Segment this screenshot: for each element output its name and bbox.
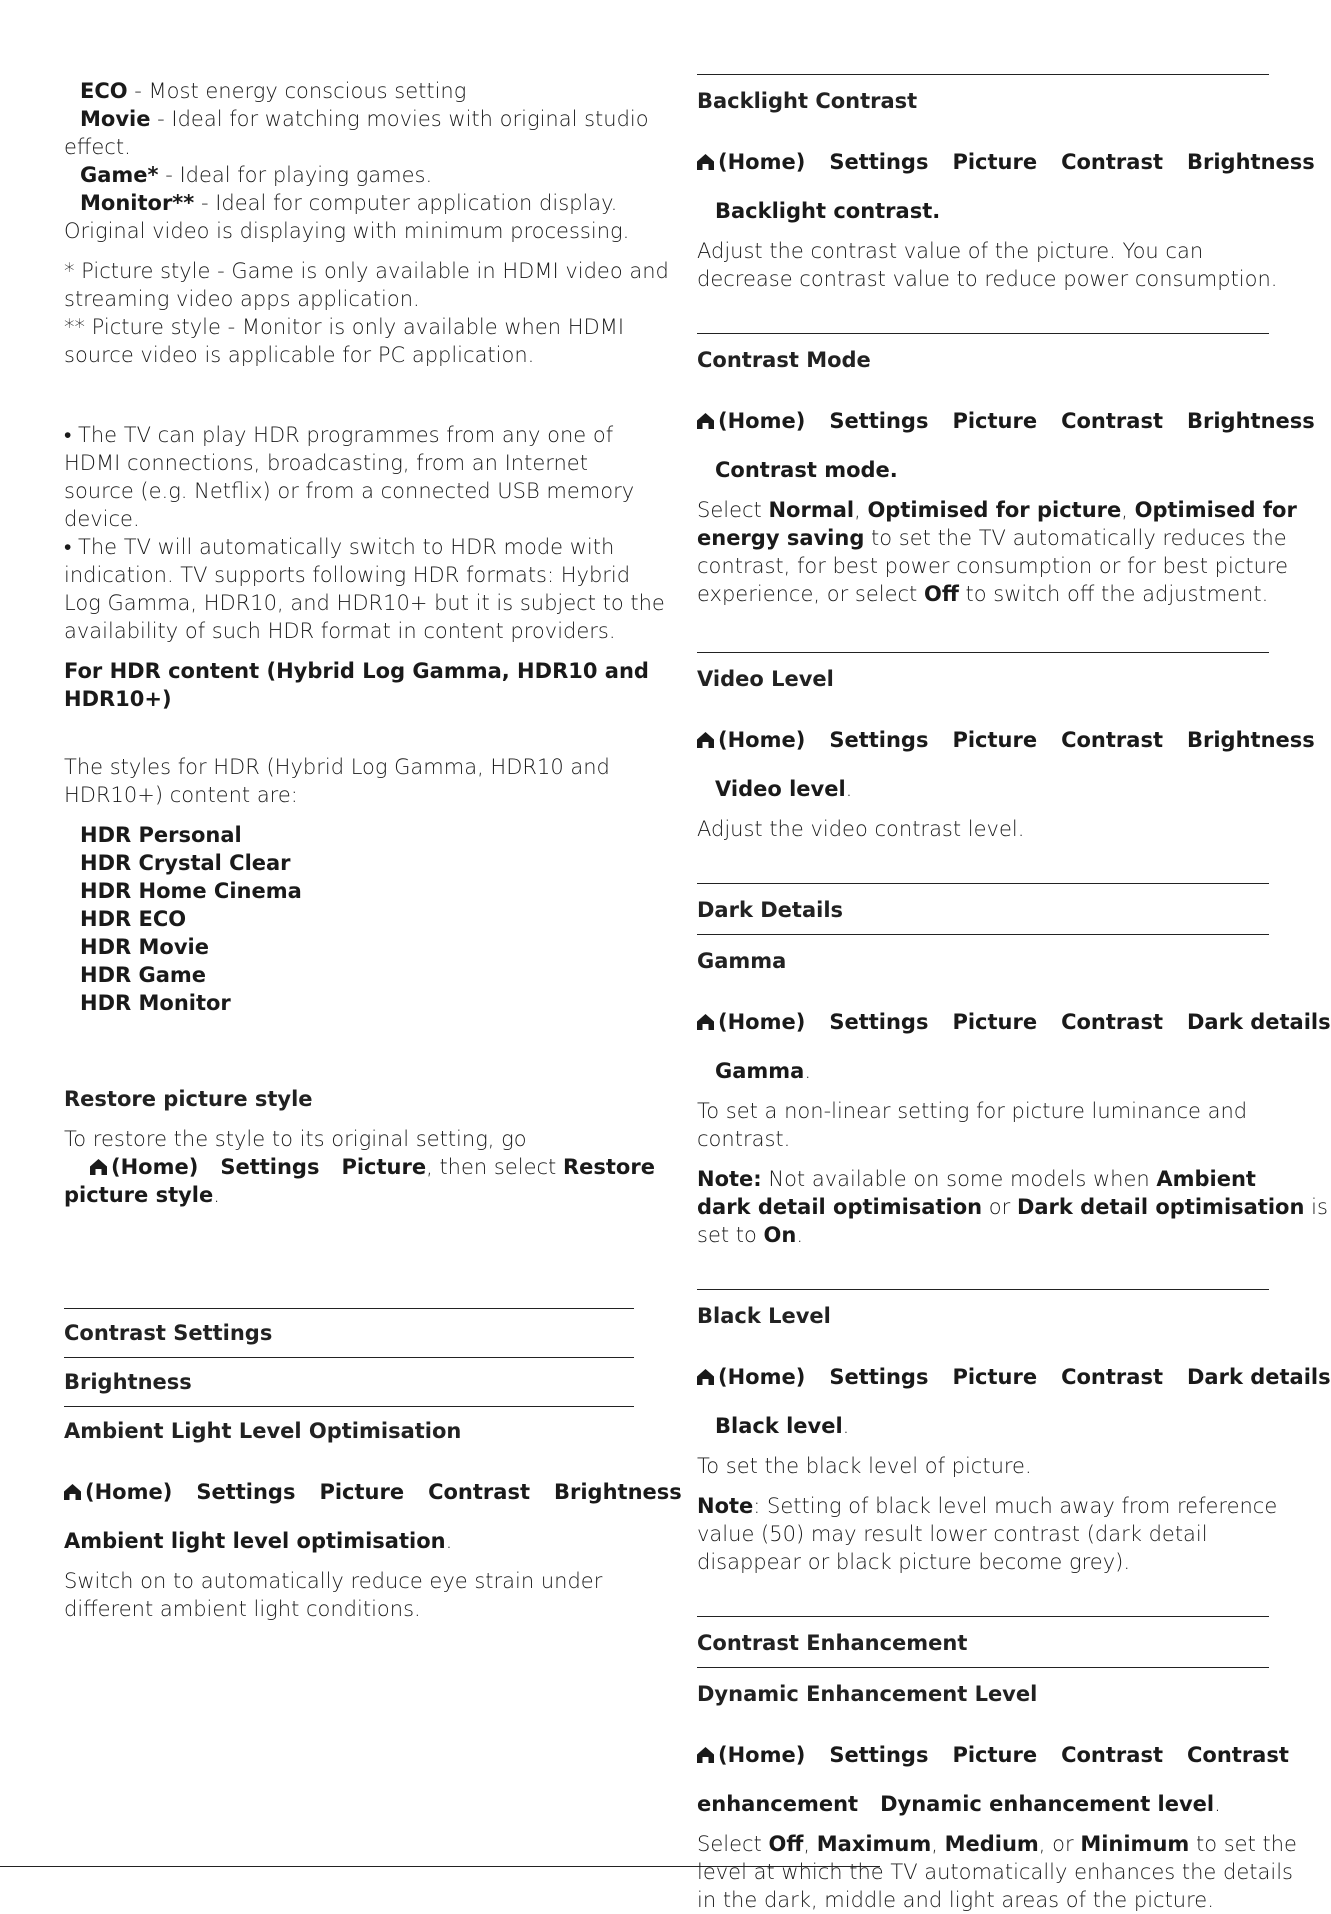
hdr-style-item: HDR Crystal Clear: [80, 851, 291, 875]
contrast-mode-text: contrast, for best power consumption or for best picture: [697, 554, 1288, 578]
ambient-text: Switch on to automatically reduce eye strain under: [64, 1569, 603, 1593]
dynamic-enhancement-text: Select Off, Maximum, Medium, or Minimum to set the: [697, 1832, 1297, 1856]
style-movie-cont: effect.: [64, 135, 131, 159]
backlight-menu-path: (Home) Settings Picture Contrast Brightness: [697, 148, 1269, 176]
gamma-note: set to On.: [697, 1223, 804, 1247]
left-column: [64, 0, 682, 1623]
ambient-menu-path: (Home) Settings Picture Contrast Brightness: [64, 1478, 634, 1506]
right-column: [697, 0, 1331, 1914]
ambient-target: Ambient light level optimisation.: [64, 1529, 453, 1553]
backlight-target: Backlight contrast.: [715, 199, 941, 223]
home-icon: [697, 1014, 714, 1030]
hdr-style-item: HDR ECO: [80, 907, 187, 931]
ambient-text: different ambient light conditions.: [64, 1597, 421, 1621]
style-eco: ECO - Most energy conscious setting: [80, 79, 467, 103]
black-level-text: To set the black level of picture.: [697, 1454, 1032, 1478]
gamma-note: dark detail optimisation or Dark detail optimisation is: [697, 1195, 1328, 1219]
black-level-note: value (50) may result lower contrast (dark detail: [697, 1522, 1208, 1546]
home-icon: [697, 1369, 714, 1385]
home-icon: [697, 732, 714, 748]
video-level-target: Video level.: [715, 777, 853, 801]
ambient-heading: Ambient Light Level Optimisation: [64, 1419, 462, 1443]
gamma-heading: Gamma: [697, 949, 787, 973]
hdr-content-heading: HDR10+): [64, 687, 172, 711]
hdr-paragraph-1-line: source (e.g. Netflix) or from a connected USB memory: [64, 479, 635, 503]
hdr-styles-intro: HDR10+) content are:: [64, 783, 298, 807]
dynamic-enhancement-text: level at which the TV automatically enhances the details: [697, 1860, 1293, 1884]
contrast-mode-menu-path: (Home) Settings Picture Contrast Brightness: [697, 407, 1269, 435]
backlight-heading: Backlight Contrast: [697, 89, 918, 113]
style-movie: Movie - Ideal for watching movies with original studio: [80, 107, 649, 131]
footnote-monitor-2: source video is applicable for PC application.: [64, 343, 535, 367]
hdr-style-item: HDR Personal: [80, 823, 242, 847]
gamma-menu-path: (Home) Settings Picture Contrast Dark details: [697, 1008, 1269, 1036]
hdr-paragraph-1-line: HDMI connections, broadcasting, from an Internet: [64, 451, 588, 475]
hdr-paragraph-2-line: availability of such HDR format in content providers.: [64, 619, 616, 643]
hdr-paragraph-2-line: Log Gamma, HDR10, and HDR10+ but it is subject to the: [64, 591, 665, 615]
page-footer-rule: [0, 1866, 880, 1867]
black-level-heading: Black Level: [697, 1304, 831, 1328]
home-icon: [697, 1747, 714, 1763]
contrast-settings-heading: Contrast Settings: [64, 1321, 273, 1345]
hdr-style-item: HDR Home Cinema: [80, 879, 302, 903]
black-level-target: Black level.: [715, 1414, 850, 1438]
home-icon: [64, 1484, 81, 1500]
hdr-paragraph-2-line: • The TV will automatically switch to HDR mode with: [64, 535, 615, 559]
black-level-note: Note: Setting of black level much away from reference: [697, 1494, 1278, 1518]
backlight-text: decrease contrast value to reduce power consumption.: [697, 267, 1278, 291]
gamma-target: Gamma.: [715, 1059, 812, 1083]
hdr-paragraph-1-line: • The TV can play HDR programmes from any one of: [64, 423, 614, 447]
footnote-game-1: * Picture style - Game is only available in HDMI video and: [64, 259, 669, 283]
contrast-mode-heading: Contrast Mode: [697, 348, 871, 372]
contrast-mode-text: experience, or select Off to switch off the adjustment.: [697, 582, 1269, 606]
video-level-menu-path: (Home) Settings Picture Contrast Brightness: [697, 726, 1269, 754]
brightness-heading: Brightness: [64, 1370, 192, 1394]
hdr-styles-intro: The styles for HDR (Hybrid Log Gamma, HDR10 and: [64, 755, 610, 779]
contrast-mode-text: energy saving to set the TV automatically reduces the: [697, 526, 1287, 550]
home-icon: [697, 413, 714, 429]
hdr-style-item: HDR Game: [80, 963, 207, 987]
footnote-monitor-1: ** Picture style - Monitor is only available when HDMI: [64, 315, 625, 339]
video-level-heading: Video Level: [697, 667, 834, 691]
hdr-paragraph-2-line: indication. TV supports following HDR formats: Hybrid: [64, 563, 631, 587]
contrast-mode-text: Select Normal, Optimised for picture, Optimised for: [697, 498, 1297, 522]
gamma-note: Note: Not available on some models when Ambient: [697, 1167, 1256, 1191]
style-monitor-cont: Original video is displaying with minimum processing.: [64, 219, 630, 243]
hdr-content-heading: For HDR content (Hybrid Log Gamma, HDR10 and: [64, 659, 649, 683]
hdr-paragraph-1-line: device.: [64, 507, 140, 531]
gamma-text: To set a non-linear setting for picture luminance and: [697, 1099, 1248, 1123]
restore-path-cont: picture style.: [64, 1183, 220, 1207]
backlight-text: Adjust the contrast value of the picture. You can: [697, 239, 1204, 263]
style-monitor: Monitor** - Ideal for computer application display.: [80, 191, 618, 215]
black-level-menu-path: (Home) Settings Picture Contrast Dark details: [697, 1363, 1269, 1391]
hdr-style-item: HDR Monitor: [80, 991, 231, 1015]
gamma-text: contrast.: [697, 1127, 791, 1151]
style-game: Game* - Ideal for playing games.: [80, 163, 433, 187]
home-icon: [90, 1159, 107, 1175]
dynamic-enhancement-heading: Dynamic Enhancement Level: [697, 1682, 1038, 1706]
dynamic-enhancement-text: in the dark, middle and light areas of the picture.: [697, 1888, 1214, 1912]
restore-path: (Home) Settings Picture, then select Restore: [64, 1153, 634, 1181]
dark-details-heading: Dark Details: [697, 898, 844, 922]
dynamic-enhancement-target: enhancement Dynamic enhancement level.: [697, 1792, 1221, 1816]
black-level-note: disappear or black picture become grey).: [697, 1550, 1131, 1574]
dynamic-enhancement-menu-path: (Home) Settings Picture Contrast Contrast: [697, 1741, 1269, 1769]
hdr-style-item: HDR Movie: [80, 935, 209, 959]
restore-heading: Restore picture style: [64, 1087, 313, 1111]
contrast-mode-target: Contrast mode.: [715, 458, 898, 482]
contrast-enhancement-heading: Contrast Enhancement: [697, 1631, 968, 1655]
video-level-text: Adjust the video contrast level.: [697, 817, 1025, 841]
restore-text: To restore the style to its original setting, go: [64, 1127, 527, 1151]
footnote-game-2: streaming video apps application.: [64, 287, 420, 311]
home-icon: [697, 154, 714, 170]
